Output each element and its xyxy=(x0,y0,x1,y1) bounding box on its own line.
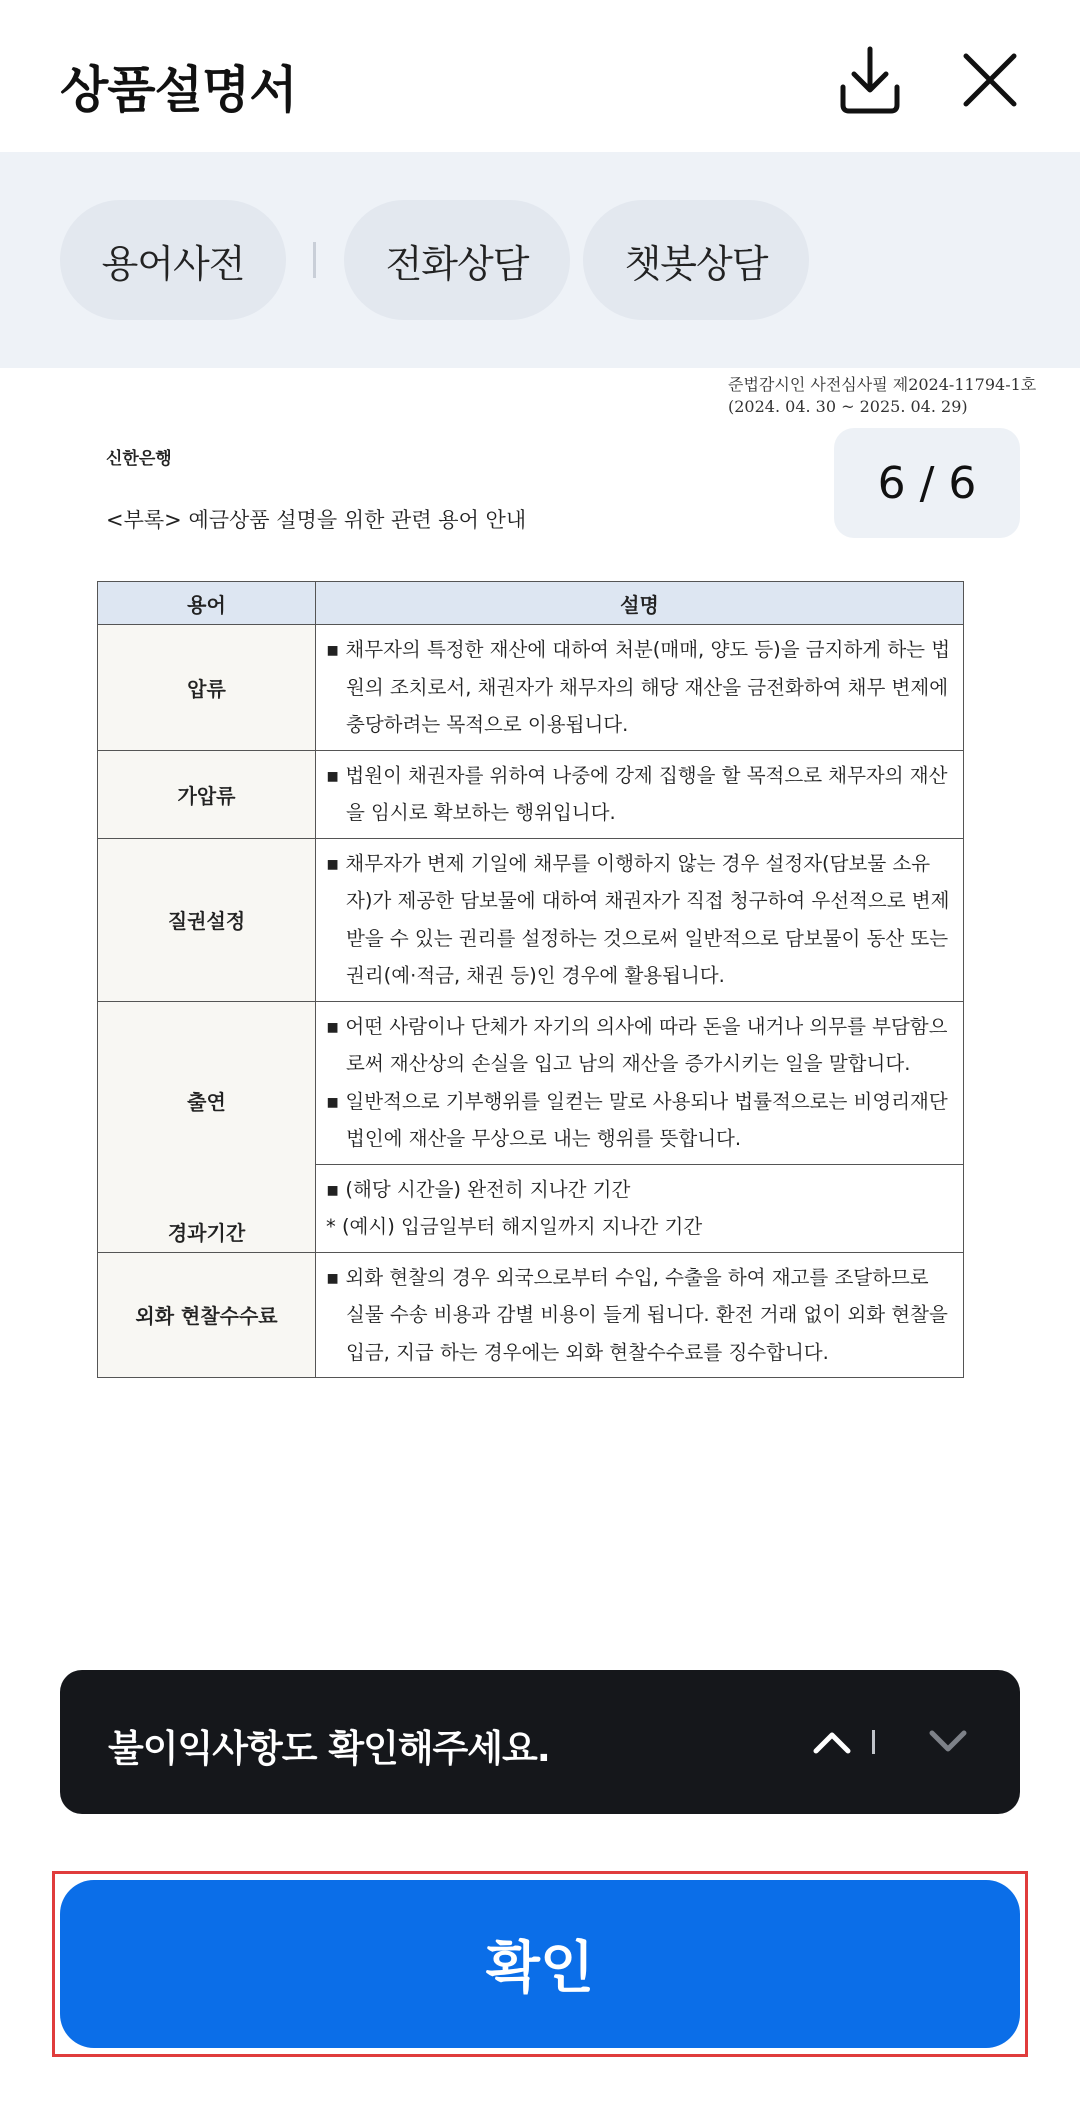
chatbot-consult-chip[interactable]: 챗봇상담 xyxy=(583,200,809,320)
close-icon[interactable] xyxy=(952,42,1028,118)
confirm-button[interactable]: 확인 xyxy=(60,1880,1020,2048)
description-line: ▪ 어떤 사람이나 단체가 자기의 의사에 따라 돈을 내거나 의무를 부담함으로써 재산상의 손실을 입고 남의 재산을 증가시키는 일을 말합니다. xyxy=(326,1014,948,1075)
description-line: ▪ 법원이 채권자를 위하여 나중에 강제 집행을 할 목적으로 채무자의 재산을 임시로 확보하는 행위입니다. xyxy=(326,763,948,824)
description-cell xyxy=(316,838,964,1001)
table-row xyxy=(98,838,964,1001)
table-row xyxy=(98,750,964,838)
quick-action-bar xyxy=(0,152,1080,368)
description-line: ▪ 일반적으로 기부행위를 일컫는 말로 사용되나 법률적으로는 비영리재단법인에 재산을 무상으로 내는 행위를 뜻합니다. xyxy=(326,1089,948,1150)
term-cell xyxy=(98,1001,316,1252)
approval-period: (2024. 04. 30 ~ 2025. 04. 29) xyxy=(728,397,968,416)
description-cell xyxy=(316,1001,964,1164)
glossary-table xyxy=(97,581,964,1378)
phone-consult-chip[interactable]: 전화상담 xyxy=(344,200,570,320)
description-line: * (예시) 입금일부터 해지일까지 지나간 기간 xyxy=(326,1215,703,1238)
page-title: 상품설명서 xyxy=(60,61,297,119)
description-column-header: 설명 xyxy=(316,582,964,625)
description-line: ▪ (해당 시간을) 완전히 지나간 기간 xyxy=(326,1177,631,1201)
term-cell: 외화 현찰수수료 xyxy=(98,1252,316,1378)
description-line: ▪ 채무자의 특정한 재산에 대하여 처분(매매, 양도 등)을 금지하게 하는 법원의 조치로서, 채권자가 채무자의 해당 재산을 금전화하여 채무 변제에 충당하려는 목적으로 이용됩니다. xyxy=(326,638,951,736)
disadvantage-notice-banner xyxy=(60,1670,1020,1814)
term-column-header: 용어 xyxy=(98,582,316,625)
chevron-down-icon[interactable] xyxy=(916,1710,980,1774)
glossary-chip[interactable]: 용어사전 xyxy=(60,200,286,320)
page-indicator: 6 / 6 xyxy=(834,428,1020,538)
document-heading: <부록> 예금상품 설명을 위한 관련 용어 안내 xyxy=(106,508,527,532)
app-header xyxy=(0,0,1080,152)
notice-message: 불이익사항도 확인해주세요. xyxy=(108,1727,550,1770)
description-cell xyxy=(316,1252,964,1378)
chip-divider xyxy=(313,242,316,278)
bank-name: 신한은행 xyxy=(106,449,172,469)
description-line: ▪ 외화 현찰의 경우 외국으로부터 수입, 수출을 하여 재고를 조달하므로 실물 수송 비용과 감별 비용이 들게 됩니다. 환전 거래 없이 외화 현찰을 입금, 지급 하는 경우에는 외화 현찰수수료를 징수합니다. xyxy=(326,1265,948,1364)
approval-line: 준법감시인 사전심사필 제2024-11794-1호 xyxy=(728,375,1037,394)
term-cell: 가압류 xyxy=(98,750,316,838)
toast-divider xyxy=(872,1730,875,1754)
description-cell xyxy=(316,750,964,838)
description-line: ▪ 채무자가 변제 기일에 채무를 이행하지 않는 경우 설정자(담보물 소유자)가 제공한 담보물에 대하여 채권자가 직접 청구하여 우선적으로 변제 받을 수 있는 권리를 설정하는 것으로써 일반적으로 담보물이 동산 또는 권리(예·적금, 채권 등)인 경우에 활용됩니다. xyxy=(326,851,950,987)
table-row xyxy=(98,625,964,751)
download-icon[interactable] xyxy=(832,42,908,118)
table-row xyxy=(98,1001,964,1164)
table-row xyxy=(98,1252,964,1378)
term-cell: 압류 xyxy=(98,625,316,751)
description-cell xyxy=(316,1164,964,1252)
term-label: 경과기간 xyxy=(167,1220,246,1245)
compliance-approval xyxy=(728,374,1036,418)
term-label: 출연 xyxy=(187,1089,226,1114)
chevron-up-icon[interactable] xyxy=(800,1710,864,1774)
description-cell xyxy=(316,625,964,751)
term-cell: 질권설정 xyxy=(98,838,316,1001)
